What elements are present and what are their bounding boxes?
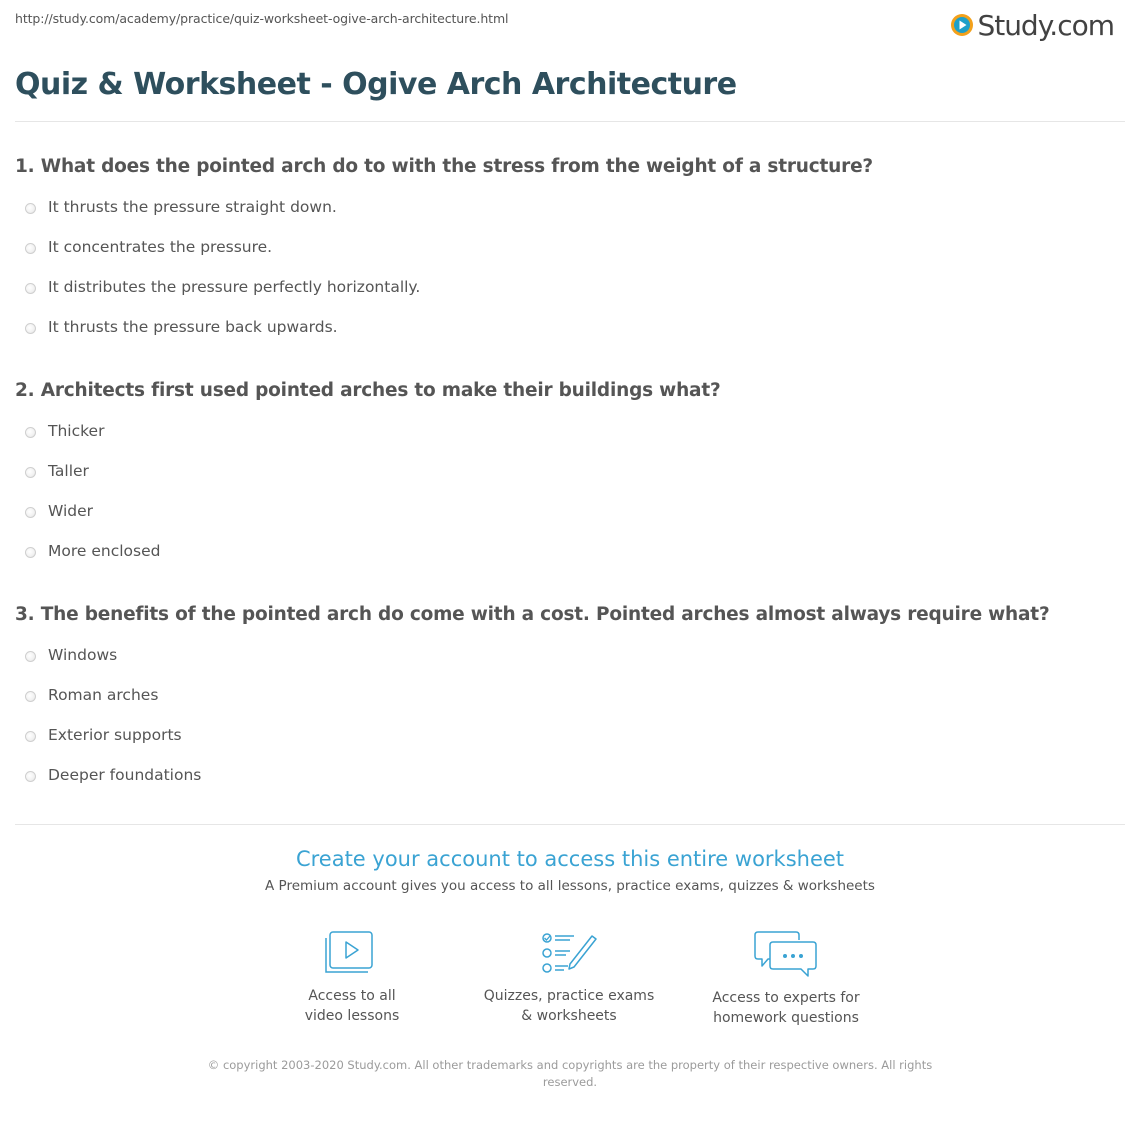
feature-label-line: Quizzes, practice exams (483, 988, 655, 1004)
feature-label-line: & worksheets (521, 1008, 617, 1024)
radio-button[interactable] (25, 243, 36, 254)
question-text: 3. The benefits of the pointed arch do come with a cost. Pointed arches almost always require what? (15, 604, 1050, 625)
feature-label-line: Access to all (308, 988, 396, 1004)
answer-option[interactable] (15, 685, 1125, 725)
question-2 (15, 379, 1125, 581)
page-title: Quiz & Worksheet - Ogive Arch Architecture (15, 67, 737, 102)
answer-label: It thrusts the pressure straight down. (48, 198, 337, 216)
title-divider (15, 121, 1125, 122)
video-lesson-icon (324, 930, 380, 976)
radio-button[interactable] (25, 323, 36, 334)
cta-link[interactable]: Create your account to access this entire worksheet (295, 847, 845, 871)
radio-button[interactable] (25, 283, 36, 294)
study-logo[interactable] (950, 8, 1114, 42)
answer-option[interactable] (15, 541, 1125, 581)
radio-button[interactable] (25, 651, 36, 662)
feature-label-line: Access to experts for (712, 990, 860, 1006)
answer-option[interactable] (15, 725, 1125, 765)
feature-label-line: homework questions (713, 1010, 859, 1026)
question-1 (15, 155, 1125, 357)
answer-label: More enclosed (48, 542, 161, 560)
feature-video-lessons (252, 930, 452, 1026)
answer-option[interactable] (15, 645, 1125, 685)
play-logo-icon (950, 13, 974, 37)
section-divider (15, 824, 1125, 825)
answer-label: Deeper foundations (48, 766, 202, 784)
answer-options (15, 197, 1125, 357)
answer-label: Wider (48, 502, 94, 520)
answer-label: Windows (48, 646, 118, 664)
answer-options (15, 421, 1125, 581)
answer-label: It concentrates the pressure. (48, 238, 273, 256)
answer-option[interactable] (15, 277, 1125, 317)
answer-option[interactable] (15, 765, 1125, 805)
quiz-checklist-icon (540, 930, 598, 976)
page-url: http://study.com/academy/practice/quiz-worksheet-ogive-arch-architecture.html (15, 11, 509, 26)
copyright-notice: © copyright 2003-2020 Study.com. All other trademarks and copyrights are the property of their respective owners. All rights reserved. (207, 1058, 933, 1089)
radio-button[interactable] (25, 203, 36, 214)
signup-cta (0, 845, 1140, 895)
answer-label: Roman arches (48, 686, 159, 704)
answer-options (15, 645, 1125, 805)
logo-wordmark: Study.com (977, 8, 1114, 42)
answer-label: It distributes the pressure perfectly horizontally. (48, 278, 421, 296)
answer-label: Exterior supports (48, 726, 182, 744)
question-text: 2. Architects first used pointed arches to make their buildings what? (15, 380, 721, 401)
radio-button[interactable] (25, 547, 36, 558)
radio-button[interactable] (25, 467, 36, 478)
answer-label: It thrusts the pressure back upwards. (48, 318, 338, 336)
answer-option[interactable] (15, 461, 1125, 501)
answer-option[interactable] (15, 237, 1125, 277)
answer-option[interactable] (15, 317, 1125, 357)
chat-bubbles-icon (754, 930, 818, 978)
radio-button[interactable] (25, 771, 36, 782)
radio-button[interactable] (25, 731, 36, 742)
answer-option[interactable] (15, 421, 1125, 461)
answer-option[interactable] (15, 501, 1125, 541)
answer-label: Taller (48, 462, 89, 480)
radio-button[interactable] (25, 691, 36, 702)
question-3 (15, 603, 1125, 805)
answer-label: Thicker (48, 422, 105, 440)
top-bar (0, 0, 1140, 44)
question-text: 1. What does the pointed arch do to with the stress from the weight of a structure? (15, 156, 873, 177)
cta-subtitle: A Premium account gives you access to all lessons, practice exams, quizzes & worksheets (265, 878, 875, 894)
radio-button[interactable] (25, 427, 36, 438)
feature-quizzes (469, 930, 669, 1026)
radio-button[interactable] (25, 507, 36, 518)
answer-option[interactable] (15, 197, 1125, 237)
feature-experts (686, 930, 886, 1028)
feature-label-line: video lessons (304, 1008, 400, 1024)
